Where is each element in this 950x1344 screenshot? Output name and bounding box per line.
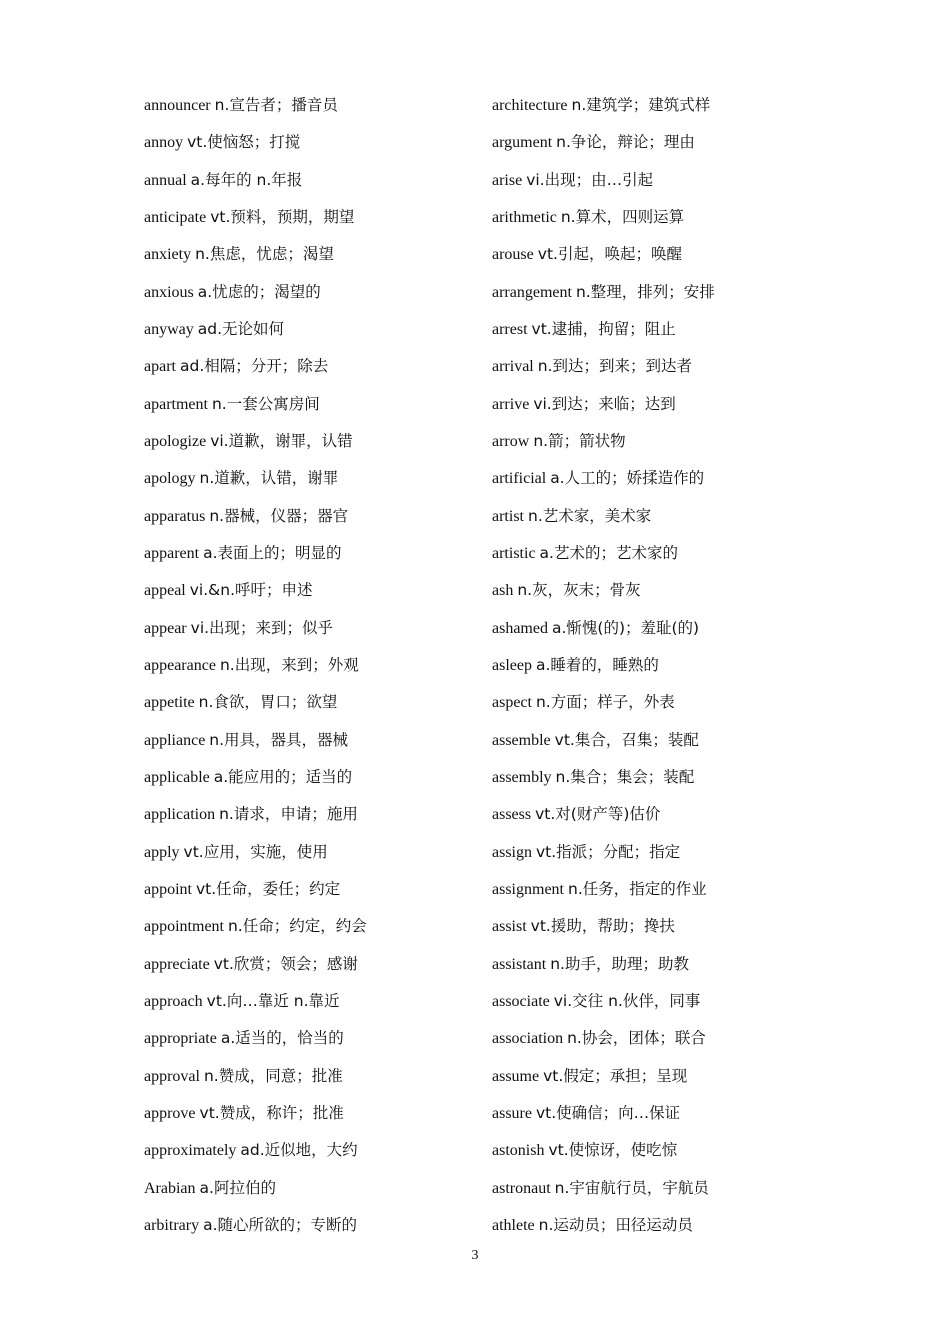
- entry-word: arouse: [492, 246, 534, 264]
- entry-definition: a.人工的；娇揉造作的: [550, 469, 705, 488]
- entry-word: assign: [492, 843, 532, 861]
- right-column: [492, 87, 822, 1244]
- vocab-entry: [144, 983, 474, 1020]
- entry-definition: a.随心所欲的；专断的: [203, 1215, 358, 1234]
- vocab-entry: [492, 647, 822, 684]
- vocab-entry: [492, 946, 822, 983]
- entry-definition: a.惭愧(的)；羞耻(的): [551, 618, 700, 637]
- vocab-entry: [492, 236, 822, 273]
- vocab-entry: [144, 498, 474, 535]
- entry-definition: n.建筑学；建筑式样: [571, 96, 711, 114]
- entry-word: approve: [144, 1104, 196, 1122]
- entry-word: appear: [144, 619, 187, 637]
- vocab-entry: [492, 684, 822, 721]
- entry-definition: vt.援助，帮助；搀扶: [530, 917, 675, 936]
- entry-definition: vt.向…靠近 n.靠近: [206, 991, 340, 1010]
- entry-word: anxiety: [144, 246, 192, 264]
- entry-definition: a.艺术的；艺术家的: [539, 543, 678, 562]
- entry-word: athlete: [492, 1216, 535, 1234]
- entry-word: annual: [144, 171, 187, 189]
- entry-definition: n.食欲，胃口；欲望: [198, 693, 338, 712]
- entry-definition: vi.道歉，谢罪，认错: [210, 431, 353, 450]
- entry-word: appearance: [144, 656, 216, 674]
- entry-definition: n.器械，仪器；器官: [209, 506, 349, 525]
- vocab-entry: [492, 460, 822, 497]
- entry-definition: n.请求，申请；施用: [219, 805, 358, 824]
- entry-definition: n.任务，指定的作业: [568, 879, 707, 898]
- entry-definition: vt.逮捕，拘留；阻止: [531, 319, 676, 338]
- vocab-entry: [144, 1132, 474, 1169]
- entry-word: associate: [492, 992, 550, 1010]
- entry-definition: n.道歉，认错，谢罪: [199, 469, 339, 488]
- vocab-entry: [492, 162, 822, 199]
- entry-word: astonish: [492, 1142, 545, 1160]
- entry-definition: vi.出现；由…引起: [526, 170, 654, 189]
- entry-word: association: [492, 1030, 564, 1048]
- entry-word: announcer: [144, 97, 211, 114]
- vocab-entry: [492, 983, 822, 1020]
- entry-word: arrangement: [492, 283, 572, 301]
- entry-word: appoint: [144, 880, 192, 898]
- entry-definition: vt.引起，唤起；唤醒: [537, 245, 682, 264]
- vocab-entry: [144, 1058, 474, 1095]
- entry-word: anxious: [144, 283, 194, 301]
- entry-definition: n.集合；集会；装配: [555, 767, 695, 786]
- vocab-entry: [492, 759, 822, 796]
- entry-definition: n.协会，团体；联合: [567, 1029, 706, 1048]
- entry-definition: n.方面；样子，外表: [535, 693, 675, 712]
- page-number: 3: [471, 1248, 479, 1263]
- vocab-entry: [144, 1207, 474, 1244]
- entry-word: approval: [144, 1067, 200, 1085]
- entry-word: appeal: [144, 582, 186, 600]
- vocab-entry: [144, 311, 474, 348]
- vocab-entry: [492, 498, 822, 535]
- entry-definition: vi.&n.呼吁；申述: [189, 581, 313, 600]
- vocab-entry: [492, 796, 822, 833]
- entry-word: aspect: [492, 694, 532, 712]
- entry-definition: vi.出现；来到；似乎: [190, 618, 334, 637]
- entry-word: apology: [144, 470, 196, 488]
- vocab-entry: [144, 908, 474, 945]
- entry-word: appreciate: [144, 955, 210, 973]
- entry-word: ash: [492, 582, 514, 600]
- entry-definition: n.整理，排列；安排: [575, 282, 715, 301]
- vocab-entry: [492, 834, 822, 871]
- entry-definition: a.阿拉伯的: [199, 1178, 276, 1197]
- entry-word: architecture: [492, 97, 568, 114]
- entry-definition: vi.到达；来临；达到: [533, 394, 676, 413]
- entry-definition: n.箭；箭状物: [533, 431, 626, 450]
- entry-word: assist: [492, 918, 527, 936]
- entry-word: appetite: [144, 694, 195, 712]
- entry-word: artificial: [492, 470, 547, 488]
- entry-definition: vt.赞成，称许；批准: [199, 1103, 344, 1122]
- entry-definition: a.表面上的；明显的: [203, 543, 342, 562]
- vocab-entry: [144, 834, 474, 871]
- vocab-entry: [144, 274, 474, 311]
- entry-word: appliance: [144, 731, 206, 749]
- entry-word: arithmetic: [492, 208, 557, 226]
- vocab-entry: [144, 162, 474, 199]
- entry-definition: n.到达；到来；到达者: [537, 357, 693, 376]
- entry-word: apart: [144, 358, 176, 376]
- entry-word: assemble: [492, 731, 551, 749]
- entry-word: appointment: [144, 918, 224, 936]
- entry-word: assistant: [492, 955, 547, 973]
- entry-word: arise: [492, 171, 523, 189]
- entry-definition: vt.应用，实施，使用: [183, 842, 328, 861]
- entry-word: annoy: [144, 134, 184, 152]
- vocab-entry: [492, 1095, 822, 1132]
- vocab-entry: [492, 386, 822, 423]
- vocab-entry: [492, 199, 822, 236]
- entry-definition: n.一套公寓房间: [211, 394, 320, 413]
- entry-word: applicable: [144, 768, 210, 786]
- vocab-entry: [144, 572, 474, 609]
- vocab-entry: [492, 610, 822, 647]
- entry-word: assignment: [492, 880, 564, 898]
- entry-definition: ad.近似地，大约: [240, 1141, 358, 1160]
- vocab-entry: [492, 348, 822, 385]
- vocab-entry: [492, 274, 822, 311]
- vocab-entry: [144, 1170, 474, 1207]
- vocab-entry: [144, 1095, 474, 1132]
- entry-definition: n.灰，灰末；骨灰: [517, 581, 641, 600]
- entry-word: astronaut: [492, 1179, 551, 1197]
- vocab-entry: [144, 722, 474, 759]
- vocab-entry: [144, 684, 474, 721]
- entry-word: arrow: [492, 432, 530, 450]
- entry-definition: a.睡着的，睡熟的: [535, 655, 659, 674]
- entry-word: arbitrary: [144, 1216, 200, 1234]
- vocab-entry: [144, 1020, 474, 1057]
- vocab-entry: [492, 871, 822, 908]
- entry-word: argument: [492, 134, 553, 152]
- vocab-entry: [144, 946, 474, 983]
- entry-word: anticipate: [144, 208, 207, 226]
- entry-word: artistic: [492, 544, 536, 562]
- entry-definition: vt.集合，召集；装配: [554, 730, 699, 749]
- vocab-entry: [492, 423, 822, 460]
- vocab-entry: [492, 572, 822, 609]
- entry-word: Arabian: [144, 1179, 196, 1197]
- entry-word: apply: [144, 843, 180, 861]
- entry-definition: n.宇宙航行员，宇航员: [554, 1178, 709, 1197]
- entry-word: approximately: [144, 1142, 237, 1160]
- entry-definition: a.忧虑的；渴望的: [197, 282, 321, 301]
- vocab-entry: [492, 1020, 822, 1057]
- vocab-entry: [492, 1170, 822, 1207]
- entry-word: appropriate: [144, 1030, 217, 1048]
- entry-definition: vt.使惊讶，使吃惊: [548, 1141, 678, 1160]
- entry-definition: vt.指派；分配；指定: [536, 842, 681, 861]
- vocab-entry: [144, 386, 474, 423]
- vocab-entry: [492, 1058, 822, 1095]
- vocab-entry: [144, 759, 474, 796]
- entry-word: arrive: [492, 395, 530, 413]
- entry-word: asleep: [492, 656, 532, 674]
- entry-word: assess: [492, 806, 532, 824]
- vocab-entry: [492, 311, 822, 348]
- entry-definition: n.助手，助理；助教: [550, 954, 689, 973]
- entry-word: arrest: [492, 320, 528, 338]
- vocab-entry: [144, 124, 474, 161]
- vocab-entry: [492, 908, 822, 945]
- entry-word: apparent: [144, 544, 200, 562]
- vocab-entry: [144, 423, 474, 460]
- vocab-entry: [144, 199, 474, 236]
- entry-definition: vi.交往 n.伙伴，同事: [553, 991, 701, 1010]
- entry-definition: n.任命；约定，约会: [227, 917, 367, 936]
- entry-word: arrival: [492, 358, 534, 376]
- entry-word: assembly: [492, 768, 552, 786]
- entry-definition: n.焦虑，忧虑；渴望: [195, 245, 334, 264]
- entry-definition: n.赞成，同意；批准: [203, 1066, 343, 1085]
- entry-word: artist: [492, 507, 524, 525]
- vocab-entry: [144, 647, 474, 684]
- entry-definition: n.艺术家，美术家: [528, 506, 652, 525]
- vocab-entry: [144, 87, 474, 124]
- entry-definition: n.宣告者；播音员: [214, 96, 338, 114]
- entry-definition: n.出现，来到；外观: [219, 655, 359, 674]
- entry-word: apologize: [144, 432, 207, 450]
- entry-definition: vt.对(财产等)估价: [535, 805, 661, 824]
- entry-definition: a.适当的，恰当的: [220, 1029, 344, 1048]
- vocab-entry: [144, 460, 474, 497]
- vocab-entry: [144, 535, 474, 572]
- vocab-entry: [492, 87, 822, 124]
- entry-definition: n.争论，辩论；理由: [556, 133, 695, 152]
- entry-word: apartment: [144, 395, 208, 413]
- vocab-entry: [144, 796, 474, 833]
- vocab-entry: [492, 124, 822, 161]
- entry-definition: vt.任命，委任；约定: [196, 879, 341, 898]
- vocab-entry: [144, 610, 474, 647]
- vocab-entry: [492, 1207, 822, 1244]
- vocab-entry: [492, 535, 822, 572]
- entry-word: application: [144, 806, 216, 824]
- entry-word: assure: [492, 1104, 532, 1122]
- entry-definition: vt.使恼怒；打搅: [187, 133, 301, 152]
- entry-definition: n.算术，四则运算: [560, 207, 685, 226]
- vocab-entry: [144, 348, 474, 385]
- entry-definition: vt.假定；承担；呈现: [543, 1066, 688, 1085]
- vocab-entry: [492, 1132, 822, 1169]
- entry-word: assume: [492, 1067, 540, 1085]
- entry-definition: n.用具，器具，器械: [209, 730, 349, 749]
- entry-definition: a.每年的 n.年报: [190, 170, 303, 189]
- entry-definition: ad.无论如何: [197, 319, 285, 338]
- vocab-entry: [492, 722, 822, 759]
- vocab-entry: [144, 871, 474, 908]
- entry-word: approach: [144, 992, 203, 1010]
- entry-definition: vt.使确信；向…保证: [535, 1103, 681, 1122]
- entry-word: anyway: [144, 320, 194, 338]
- entry-word: apparatus: [144, 507, 206, 525]
- entry-definition: n.运动员；田径运动员: [538, 1215, 693, 1234]
- left-column: [144, 87, 474, 1244]
- entry-definition: vt.欣赏；领会；感谢: [213, 954, 358, 973]
- entry-definition: vt.预料，预期，期望: [210, 207, 355, 226]
- entry-definition: a.能应用的；适当的: [213, 767, 353, 786]
- vocab-entry: [144, 236, 474, 273]
- entry-word: ashamed: [492, 619, 548, 637]
- entry-definition: ad.相隔；分开；除去: [179, 357, 329, 376]
